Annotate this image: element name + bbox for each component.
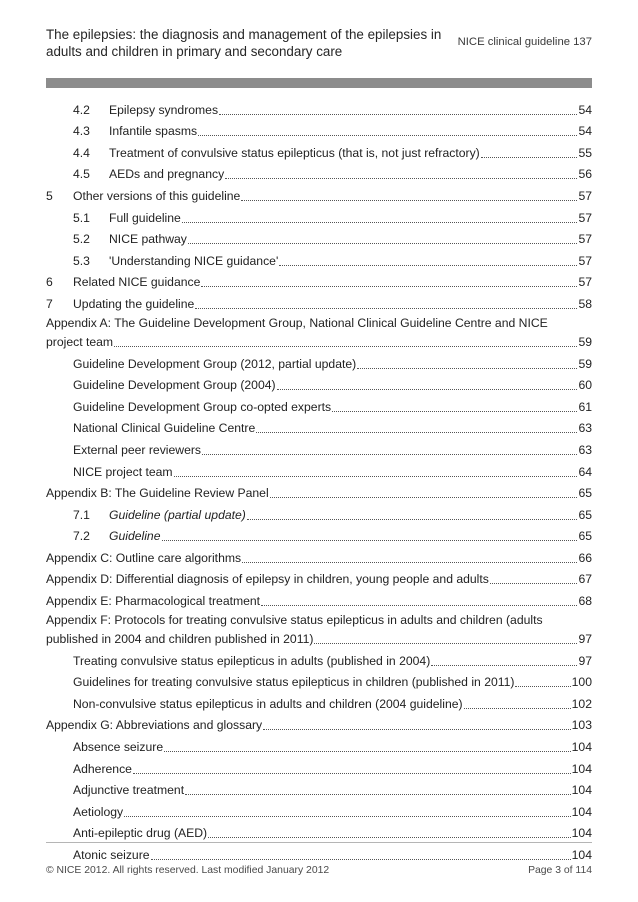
toc-entry[interactable] — [46, 350, 592, 372]
toc-entry-page: 60 — [578, 378, 592, 393]
toc-entry-title-continued: project team — [46, 334, 114, 349]
toc-entry-page: 104 — [571, 740, 592, 755]
toc-entry-title: 'Understanding NICE guidance' — [109, 253, 279, 268]
toc-entry-page: 54 — [578, 124, 592, 139]
toc-dot-leader — [202, 453, 577, 455]
toc-entry-page: 103 — [571, 718, 592, 733]
toc-entry-page: 65 — [578, 507, 592, 522]
toc-dot-leader — [256, 431, 577, 433]
toc-entry-number: 5.1 — [73, 210, 90, 225]
toc-entry[interactable] — [46, 501, 592, 523]
toc-entry[interactable] — [46, 566, 592, 588]
toc-entry-page: 65 — [578, 486, 592, 501]
toc-entry-page: 57 — [578, 253, 592, 268]
toc-entry-title: Full guideline — [109, 210, 181, 225]
toc-entry-title-continued: published in 2004 and children published in 2011) — [46, 632, 314, 647]
toc-entry[interactable] — [46, 841, 592, 863]
toc-dot-leader — [162, 539, 578, 541]
toc-dot-leader — [198, 134, 577, 136]
toc-dot-leader — [188, 242, 578, 244]
toc-entry-page: 64 — [578, 464, 592, 479]
toc-entry-number: 6 — [46, 275, 53, 290]
toc-entry-page: 104 — [571, 804, 592, 819]
toc-entry[interactable] — [46, 96, 592, 118]
toc-entry-title: Atonic seizure — [73, 848, 150, 862]
toc-entry[interactable] — [46, 393, 592, 415]
toc-entry[interactable] — [46, 118, 592, 140]
toc-entry-title: Appendix E: Pharmacological treatment — [46, 594, 261, 609]
toc-entry-page: 97 — [578, 632, 592, 647]
toc-dot-leader — [270, 496, 578, 498]
toc-entry-page: 104 — [571, 761, 592, 776]
toc-dot-leader — [133, 772, 571, 774]
toc-entry-title: Epilepsy syndromes — [109, 102, 219, 117]
toc-dot-leader — [357, 367, 577, 369]
toc-entry[interactable] — [46, 523, 592, 545]
toc-entry-title: Updating the guideline — [73, 296, 195, 311]
toc-entry[interactable] — [46, 204, 592, 226]
toc-entry[interactable] — [46, 312, 592, 350]
toc-entry[interactable] — [46, 798, 592, 820]
toc-entry[interactable] — [46, 247, 592, 269]
toc-entry[interactable] — [46, 269, 592, 291]
toc-entry-page: 61 — [578, 399, 592, 414]
toc-entry-title: Appendix D: Differential diagnosis of epilepsy in children, young people and adults — [46, 572, 489, 587]
table-of-contents — [46, 96, 592, 863]
toc-dot-leader — [464, 707, 571, 709]
toc-entry-page: 57 — [578, 210, 592, 225]
toc-entry-page: 66 — [578, 550, 592, 565]
toc-entry-number: 4.3 — [73, 124, 90, 139]
toc-entry-title: Related NICE guidance — [73, 275, 201, 290]
toc-dot-leader — [124, 815, 571, 817]
toc-entry-title: Treating convulsive status epilepticus in adults (published in 2004) — [73, 653, 431, 668]
toc-entry[interactable] — [46, 480, 592, 502]
toc-entry-page: 68 — [578, 594, 592, 609]
toc-dot-leader — [515, 685, 570, 687]
toc-entry-page: 56 — [578, 167, 592, 182]
header-title: The epilepsies: the diagnosis and management of the epilepsies in adults and children in primary and secondary care — [46, 27, 442, 59]
toc-entry-number: 4.2 — [73, 102, 90, 117]
toc-dot-leader — [263, 728, 571, 730]
toc-entry-number: 4.4 — [73, 145, 90, 160]
toc-entry-title: Guideline (partial update) — [109, 507, 246, 522]
toc-entry-page: 104 — [571, 826, 592, 841]
footer-page-number: Page 3 of 114 — [528, 865, 592, 876]
toc-dot-leader — [242, 561, 577, 563]
footer-rule — [46, 842, 592, 843]
toc-entry-title: NICE pathway — [109, 232, 187, 247]
footer-copyright: © NICE 2012. All rights reserved. Last modified January 2012 — [46, 865, 330, 876]
toc-dot-leader — [481, 156, 578, 158]
toc-dot-leader — [208, 836, 571, 838]
toc-dot-leader — [314, 642, 577, 644]
toc-dot-leader — [431, 664, 577, 666]
toc-entry-title: Treatment of convulsive status epilepticus (that is, not just refractory) — [109, 145, 480, 160]
toc-entry[interactable] — [46, 587, 592, 609]
toc-entry-number: 5 — [46, 188, 53, 203]
toc-entry-page: 104 — [571, 783, 592, 798]
toc-entry-title: Appendix A: The Guideline Development Group, National Clinical Guideline Centre and NICE — [46, 315, 548, 330]
toc-entry-page: 67 — [578, 572, 592, 587]
toc-dot-leader — [201, 285, 577, 287]
toc-dot-leader — [279, 264, 577, 266]
toc-entry[interactable] — [46, 226, 592, 248]
toc-entry-page: 54 — [578, 102, 592, 117]
toc-dot-leader — [247, 518, 578, 520]
toc-entry-title: Infantile spasms — [109, 124, 198, 139]
toc-dot-leader — [490, 582, 578, 584]
toc-entry[interactable] — [46, 609, 592, 647]
toc-dot-leader — [182, 221, 578, 223]
toc-entry-title: Appendix G: Abbreviations and glossary — [46, 718, 263, 733]
toc-entry[interactable] — [46, 820, 592, 842]
toc-entry-title: Aetiology — [73, 804, 124, 819]
toc-dot-leader — [195, 307, 577, 309]
toc-entry-title: Absence seizure — [73, 740, 164, 755]
toc-entry-title: Appendix F: Protocols for treating convulsive status epilepticus in adults and children (adults — [46, 613, 543, 628]
toc-entry[interactable] — [46, 647, 592, 669]
toc-dot-leader — [241, 199, 577, 201]
toc-dot-leader — [114, 345, 577, 347]
toc-entry-title: Non-convulsive status epilepticus in adults and children (2004 guideline) — [73, 696, 463, 711]
toc-entry-page: 57 — [578, 232, 592, 247]
toc-entry[interactable] — [46, 733, 592, 755]
toc-dot-leader — [185, 793, 571, 795]
toc-dot-leader — [174, 475, 578, 477]
toc-entry-title: Guidelines for treating convulsive status epilepticus in children (published in 2011) — [73, 675, 515, 690]
toc-entry-title: Appendix B: The Guideline Review Panel — [46, 486, 269, 501]
toc-entry[interactable] — [46, 290, 592, 312]
toc-entry-number: 7.1 — [73, 507, 90, 522]
toc-entry-page: 57 — [578, 188, 592, 203]
toc-entry-title: Adherence — [73, 761, 132, 776]
toc-entry-title: Guideline Development Group co-opted experts — [73, 399, 332, 414]
toc-entry-page: 63 — [578, 442, 592, 457]
toc-entry-number: 4.5 — [73, 167, 90, 182]
toc-entry-title: Anti-epileptic drug (AED) — [73, 826, 208, 841]
header-guideline-label: NICE clinical guideline 137 — [457, 36, 592, 48]
toc-entry[interactable] — [46, 690, 592, 712]
header-bar — [46, 78, 592, 88]
toc-entry-title: Guideline — [109, 529, 161, 544]
toc-entry-page: 100 — [571, 675, 592, 690]
toc-entry[interactable] — [46, 777, 592, 799]
toc-entry-page: 55 — [578, 145, 592, 160]
toc-entry-title: Appendix C: Outline care algorithms — [46, 550, 242, 565]
toc-entry-page: 59 — [578, 356, 592, 371]
toc-entry-page: 102 — [571, 696, 592, 711]
toc-entry-page: 65 — [578, 529, 592, 544]
toc-entry-number: 7 — [46, 296, 53, 311]
toc-entry-page: 58 — [578, 296, 592, 311]
toc-entry-title: Adjunctive treatment — [73, 783, 185, 798]
toc-entry[interactable] — [46, 458, 592, 480]
toc-entry[interactable] — [46, 712, 592, 734]
toc-dot-leader — [164, 750, 571, 752]
toc-entry[interactable] — [46, 755, 592, 777]
toc-entry[interactable] — [46, 669, 592, 691]
toc-dot-leader — [261, 604, 577, 606]
toc-entry-page: 57 — [578, 275, 592, 290]
toc-dot-leader — [151, 858, 571, 860]
toc-entry-number: 7.2 — [73, 529, 90, 544]
toc-entry-page: 104 — [571, 848, 592, 862]
toc-entry-title: NICE project team — [73, 464, 173, 479]
toc-entry[interactable] — [46, 415, 592, 437]
toc-dot-leader — [332, 410, 577, 412]
toc-entry[interactable] — [46, 182, 592, 204]
toc-dot-leader — [219, 113, 577, 115]
toc-entry-number: 5.2 — [73, 232, 90, 247]
toc-entry-title: Other versions of this guideline — [73, 188, 241, 203]
toc-entry-title: Guideline Development Group (2012, partial update) — [73, 356, 357, 371]
toc-entry-title: External peer reviewers — [73, 442, 202, 457]
toc-entry-title: AEDs and pregnancy — [109, 167, 225, 182]
toc-entry-page: 59 — [578, 334, 592, 349]
toc-entry-number: 5.3 — [73, 253, 90, 268]
toc-entry-page: 97 — [578, 653, 592, 668]
toc-entry[interactable] — [46, 139, 592, 161]
toc-entry[interactable] — [46, 161, 592, 183]
toc-entry-title: Guideline Development Group (2004) — [73, 378, 276, 393]
toc-entry-page: 63 — [578, 421, 592, 436]
toc-entry[interactable] — [46, 436, 592, 458]
toc-entry[interactable] — [46, 372, 592, 394]
toc-entry[interactable] — [46, 544, 592, 566]
toc-dot-leader — [225, 177, 577, 179]
toc-entry-title: National Clinical Guideline Centre — [73, 421, 256, 436]
toc-dot-leader — [277, 388, 578, 390]
